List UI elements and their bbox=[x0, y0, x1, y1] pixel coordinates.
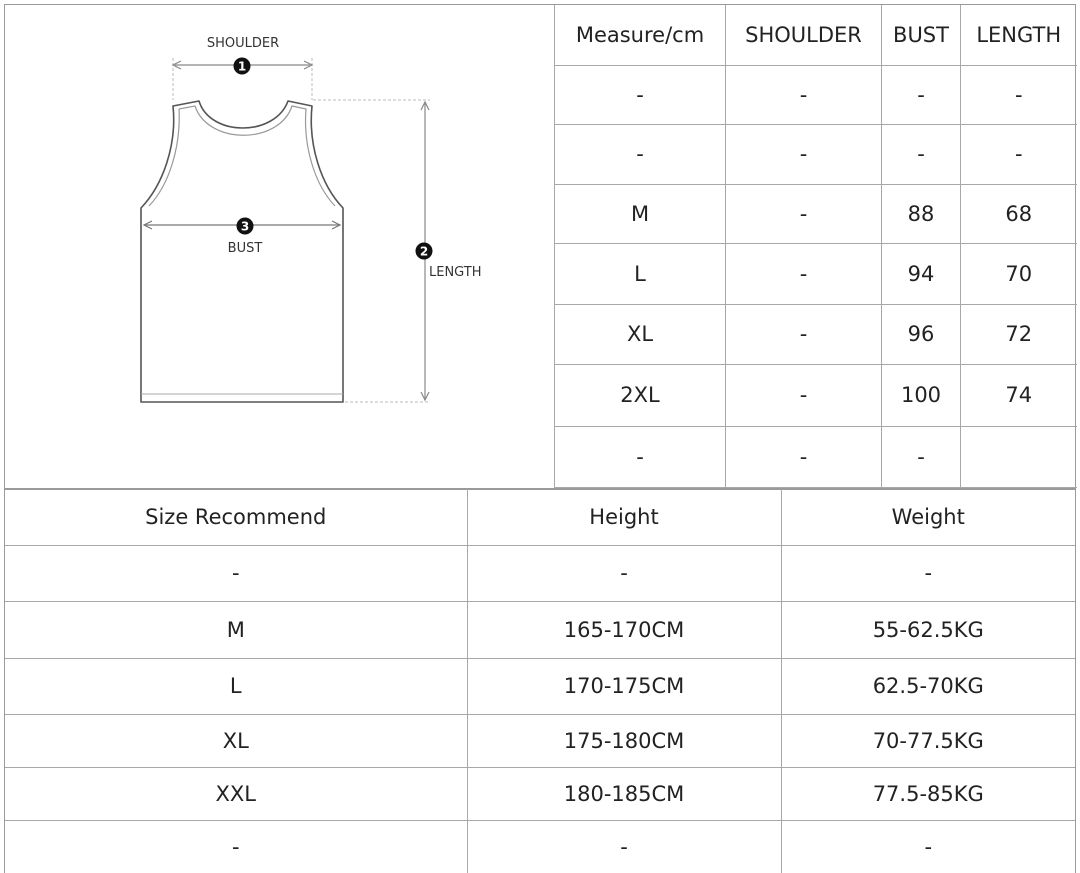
header-bust: BUST bbox=[882, 5, 961, 65]
cell-height: 165-170CM bbox=[467, 601, 781, 658]
cell-bust: 88 bbox=[882, 184, 961, 243]
cell-weight: 70-77.5KG bbox=[781, 714, 1075, 767]
cell-bust: - bbox=[882, 65, 961, 124]
table-row bbox=[5, 545, 1075, 601]
cell-bust: - bbox=[882, 124, 961, 184]
cell-shoulder: - bbox=[726, 184, 882, 243]
cell-size: XL bbox=[555, 304, 726, 364]
svg-text:3: 3 bbox=[240, 219, 250, 234]
header-height: Height bbox=[467, 489, 781, 545]
cell-length: 72 bbox=[961, 304, 1077, 364]
table-row bbox=[5, 714, 1075, 767]
svg-text:1: 1 bbox=[237, 59, 247, 74]
cell-length: - bbox=[961, 124, 1077, 184]
recommend-header-row bbox=[5, 489, 1075, 545]
table-row bbox=[5, 601, 1075, 658]
cell-size: L bbox=[5, 658, 467, 714]
cell-shoulder: - bbox=[726, 65, 882, 124]
cell-size: XXL bbox=[5, 767, 467, 820]
length-label: LENGTH bbox=[429, 265, 482, 280]
table-row bbox=[555, 304, 1077, 364]
tank-top-diagram bbox=[5, 5, 554, 488]
table-row bbox=[555, 124, 1077, 184]
cell-shoulder: - bbox=[726, 364, 882, 426]
cell-size: - bbox=[555, 426, 726, 487]
measurement-table bbox=[554, 5, 1077, 488]
cell-size: M bbox=[5, 601, 467, 658]
table-row bbox=[555, 426, 1077, 487]
cell-length: - bbox=[961, 65, 1077, 124]
cell-size: 2XL bbox=[555, 364, 726, 426]
svg-text:2: 2 bbox=[419, 244, 429, 259]
cell-size: - bbox=[555, 124, 726, 184]
header-shoulder: SHOULDER bbox=[726, 5, 882, 65]
cell-length: 70 bbox=[961, 243, 1077, 304]
cell-bust: 96 bbox=[882, 304, 961, 364]
table-row bbox=[5, 767, 1075, 820]
cell-size: XL bbox=[5, 714, 467, 767]
cell-weight: 77.5-85KG bbox=[781, 767, 1075, 820]
cell-size: - bbox=[5, 545, 467, 601]
cell-size: - bbox=[555, 65, 726, 124]
cell-shoulder: - bbox=[726, 426, 882, 487]
header-measure: Measure/cm bbox=[555, 5, 726, 65]
cell-height: 175-180CM bbox=[467, 714, 781, 767]
cell-shoulder: - bbox=[726, 243, 882, 304]
header-length: LENGTH bbox=[961, 5, 1077, 65]
table-row bbox=[5, 820, 1075, 873]
cell-weight: - bbox=[781, 820, 1075, 873]
cell-length: 74 bbox=[961, 364, 1077, 426]
table-row bbox=[555, 364, 1077, 426]
cell-size: - bbox=[5, 820, 467, 873]
shoulder-label: SHOULDER bbox=[206, 36, 280, 51]
measurement-header-row bbox=[555, 5, 1077, 65]
cell-weight: 62.5-70KG bbox=[781, 658, 1075, 714]
cell-height: - bbox=[467, 820, 781, 873]
size-recommend-table bbox=[5, 489, 1075, 873]
bust-label: BUST bbox=[227, 241, 263, 256]
cell-bust: 100 bbox=[882, 364, 961, 426]
cell-bust: 94 bbox=[882, 243, 961, 304]
cell-height: 180-185CM bbox=[467, 767, 781, 820]
cell-weight: - bbox=[781, 545, 1075, 601]
cell-size: L bbox=[555, 243, 726, 304]
table-row bbox=[555, 243, 1077, 304]
cell-length bbox=[961, 426, 1077, 487]
cell-height: - bbox=[467, 545, 781, 601]
table-row bbox=[5, 658, 1075, 714]
table-row bbox=[555, 184, 1077, 243]
cell-bust: - bbox=[882, 426, 961, 487]
cell-size: M bbox=[555, 184, 726, 243]
header-weight: Weight bbox=[781, 489, 1075, 545]
cell-shoulder: - bbox=[726, 124, 882, 184]
cell-length: 68 bbox=[961, 184, 1077, 243]
header-size-recommend: Size Recommend bbox=[5, 489, 467, 545]
cell-shoulder: - bbox=[726, 304, 882, 364]
table-row bbox=[555, 65, 1077, 124]
cell-weight: 55-62.5KG bbox=[781, 601, 1075, 658]
cell-height: 170-175CM bbox=[467, 658, 781, 714]
